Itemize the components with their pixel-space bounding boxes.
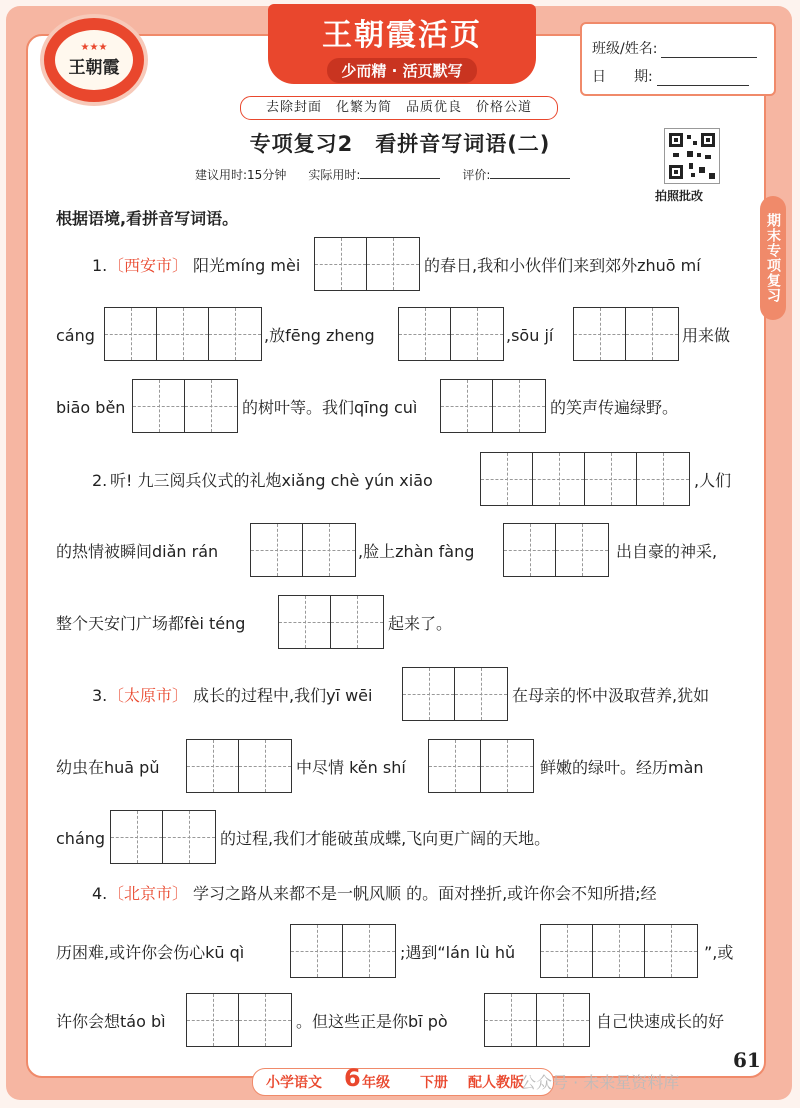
q4-text-3a: 许你会想táo bì: [56, 1012, 166, 1031]
q4-region-tag: 〔北京市〕: [108, 884, 189, 903]
answer-box-ku-qi[interactable]: [290, 924, 396, 978]
answer-box-tao-bi[interactable]: [186, 993, 292, 1047]
q2-text-2b: ,脸上zhàn fàng: [358, 542, 475, 561]
q4-text-3b: 。但这些正是你bī pò: [296, 1012, 448, 1031]
footer-edition: 配人教版: [468, 1075, 524, 1091]
q4-text-3c: 自己快速成长的好: [596, 1012, 725, 1031]
q4-number: 4.: [92, 884, 108, 903]
footer: [252, 1066, 782, 1096]
footer-volume: 下册: [420, 1075, 448, 1091]
q3-region-tag: 〔太原市〕: [108, 686, 189, 705]
q1-text-2c: ,sōu jí: [506, 326, 554, 345]
q2-text-3b: 起来了。: [388, 614, 453, 633]
q2-text-2c: 出自豪的神采,: [616, 542, 718, 561]
student-info-box: [580, 22, 776, 96]
q3-text-3a: cháng: [56, 829, 106, 848]
page-number: 61: [733, 1048, 761, 1072]
q1-text-2d: 用来做: [682, 326, 731, 345]
page-title: 专项复习2 看拼音写词语(二): [249, 132, 551, 156]
actual-time-field[interactable]: [360, 166, 440, 179]
footer-grade: 年级: [362, 1075, 390, 1091]
actual-time-label: 实际用时:: [308, 168, 361, 182]
q3-number: 3.: [92, 686, 108, 705]
answer-box-ken-shi[interactable]: [428, 739, 534, 793]
answer-box-dian-ran[interactable]: [250, 523, 356, 577]
q4-text-2a: 历困难,或许你会伤心kū qì: [56, 943, 245, 962]
evaluation-label: 评价:: [462, 168, 491, 182]
answer-box-lan-lu-hu[interactable]: [540, 924, 698, 978]
footer-grade-number: 6: [344, 1064, 361, 1092]
q1-text-3c: 的笑声传遍绿野。: [550, 398, 679, 417]
publisher-logo: [40, 14, 148, 106]
footer-subject: 小学语文: [266, 1075, 322, 1091]
q4-text-1a: 学习之路从来都不是一帆风顺 的。面对挫折,或许你会不知所措;经: [193, 884, 657, 903]
answer-box-man-chang[interactable]: [110, 810, 216, 864]
answer-box-bi-po[interactable]: [484, 993, 590, 1047]
q3-text-2b: 中尽情 kěn shí: [296, 758, 406, 777]
time-meta: [195, 166, 570, 183]
q1-text-2b: ,放fēng zheng: [264, 326, 375, 345]
q1-text-1a: 阳光míng mèi: [193, 256, 301, 275]
q4-text-2c: ”,或: [704, 943, 734, 962]
side-tab: 期末专项复习: [760, 196, 786, 320]
answer-box-qing-cui[interactable]: [440, 379, 546, 433]
watermark: 公众号 · 未来星资料库: [520, 1073, 680, 1092]
logo-star-icon: ★★★: [80, 41, 108, 53]
q1-text-2a: cáng: [56, 326, 95, 345]
answer-box-zhuo-mi-cang[interactable]: [104, 307, 262, 361]
logo-text: 王朝霞: [68, 57, 120, 78]
q3-text-2a: 幼虫在huā pǔ: [56, 758, 160, 777]
evaluation-field[interactable]: [490, 166, 570, 179]
date-label: 日 期:: [592, 69, 653, 85]
q2-text-3a: 整个天安门广场都fèi téng: [56, 614, 246, 633]
answer-box-feng-zheng[interactable]: [398, 307, 504, 361]
date-field[interactable]: [657, 71, 749, 86]
answer-box-hua-pu[interactable]: [186, 739, 292, 793]
q1-number: 1.: [92, 256, 108, 275]
q1-text-1b: 的春日,我和小伙伴们来到郊外zhuō mí: [424, 256, 701, 275]
q2-text-2a: 的热情被瞬间diǎn rán: [56, 542, 219, 561]
qr-code-icon[interactable]: [664, 128, 720, 184]
qr-label: 拍照批改: [655, 189, 704, 203]
q1-text-3a: biāo běn: [56, 398, 126, 417]
q2-text-1a: 听! 九三阅兵仪式的礼炮xiǎng chè yún xiāo: [110, 471, 433, 490]
q2-number: 2.: [92, 471, 108, 490]
answer-box-xiang-che-yun-xiao[interactable]: [480, 452, 690, 506]
q3-text-2c: 鲜嫩的绿叶。经历màn: [540, 758, 704, 777]
answer-box-fei-teng[interactable]: [278, 595, 384, 649]
banner-subtitle: 少而精 · 活页默写: [327, 58, 476, 83]
q3-text-1a: 成长的过程中,我们yī wēi: [193, 686, 373, 705]
answer-box-sou-ji[interactable]: [573, 307, 679, 361]
brand-banner: [268, 4, 536, 84]
q1-text-3b: 的树叶等。我们qīng cuì: [242, 398, 418, 417]
instruction: 根据语境,看拼音写词语。: [56, 209, 239, 228]
q2-text-1b: ,人们: [694, 471, 732, 490]
q3-text-1b: 在母亲的怀中汲取营养,犹如: [512, 686, 710, 705]
q3-text-3b: 的过程,我们才能破茧成蝶,飞向更广阔的天地。: [220, 829, 551, 848]
class-name-label: 班级/姓名:: [592, 41, 658, 57]
answer-box-yi-wei[interactable]: [402, 667, 508, 721]
answer-box-biao-ben[interactable]: [132, 379, 238, 433]
slogan: 去除封面 化繁为简 品质优良 价格公道: [240, 96, 558, 120]
answer-box-ming-mei[interactable]: [314, 237, 420, 291]
q4-text-2b: ;遇到“lán lù hǔ: [400, 943, 516, 962]
class-name-field[interactable]: [661, 43, 757, 58]
suggested-time: 建议用时:15分钟: [195, 168, 287, 182]
answer-box-zhan-fang[interactable]: [503, 523, 609, 577]
banner-title: 王朝霞活页: [322, 18, 482, 53]
q1-region-tag: 〔西安市〕: [108, 256, 189, 275]
